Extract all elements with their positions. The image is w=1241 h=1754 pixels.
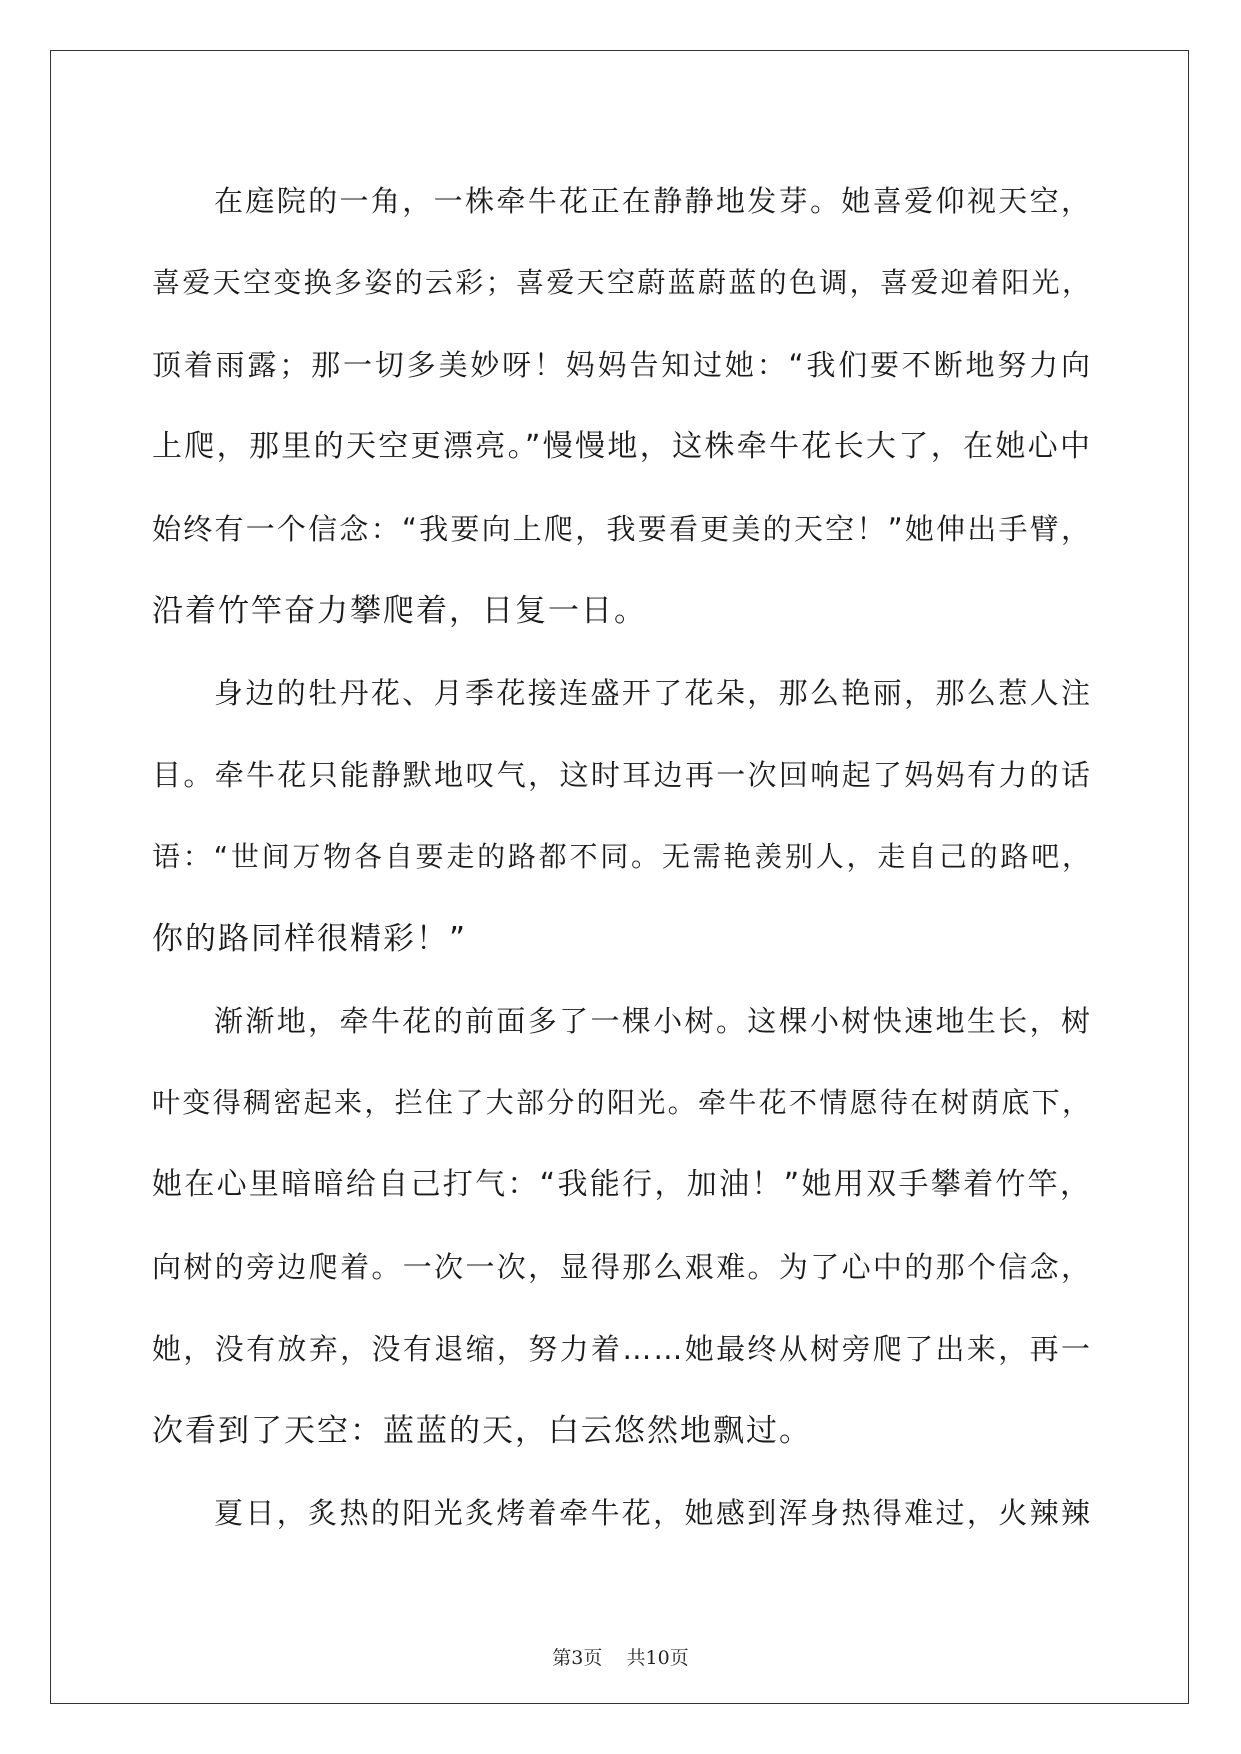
text-line-2: 喜爱天空变换多姿的云彩；喜爱天空蔚蓝蔚蓝的色调，喜爱迎着阳光， <box>152 266 1092 299</box>
text-line-4: 上爬，那里的天空更漂亮。”慢慢地，这株牵牛花长大了，在她心中 <box>152 429 1092 464</box>
text-line-5: 始终有一个信念：“我要向上爬，我要看更美的天空！”她伸出手臂， <box>152 512 1092 546</box>
text-line-12: 叶变得稠密起来，拦住了大部分的阳光。牵牛花不情愿待在树荫底下， <box>152 1086 1092 1119</box>
page-footer <box>0 1643 1241 1670</box>
text-line-16: 次看到了天空：蓝蓝的天，白云悠然地飘过。 <box>152 1413 812 1449</box>
text-line-9: 语：“世间万物各自要走的路都不同。无需艳羡别人，走自己的路吧， <box>152 840 1092 873</box>
text-line-17: 夏日，炙热的阳光炙烤着牵牛花，她感到浑身热得难过，火辣辣 <box>214 1496 1092 1530</box>
text-line-10: 你的路同样很精彩！” <box>152 921 468 957</box>
text-line-13: 她在心里暗暗给自己打气：“我能行，加油！”她用双手攀着竹竿， <box>152 1167 1092 1202</box>
text-line-3: 顶着雨露；那一切多美妙呀！妈妈告知过她：“我们要不断地努力向 <box>152 348 1092 382</box>
text-line-6: 沿着竹竿奋力攀爬着，日复一日。 <box>152 593 647 629</box>
text-line-8: 目。牵牛花只能静默地叹气，这时耳边再一次回响起了妈妈有力的话 <box>152 758 1092 792</box>
text-line-11: 渐渐地，牵牛花的前面多了一棵小树。这棵小树快速地生长，树 <box>214 1004 1092 1038</box>
document-body <box>152 160 1092 1554</box>
page-number: 第3页 <box>552 1647 603 1669</box>
text-line-1: 在庭院的一角，一株牵牛花正在静静地发芽。她喜爱仰视天空， <box>214 184 1092 218</box>
page-total: 共10页 <box>626 1647 689 1669</box>
text-line-7: 身边的牡丹花、月季花接连盛开了花朵，那么艳丽，那么惹人注 <box>214 676 1092 710</box>
text-line-14: 向树的旁边爬着。一次一次，显得那么艰难。为了心中的那个信念， <box>152 1250 1092 1284</box>
text-line-15: 她，没有放弃，没有退缩，努力着……她最终从树旁爬了出来，再一 <box>152 1332 1092 1366</box>
